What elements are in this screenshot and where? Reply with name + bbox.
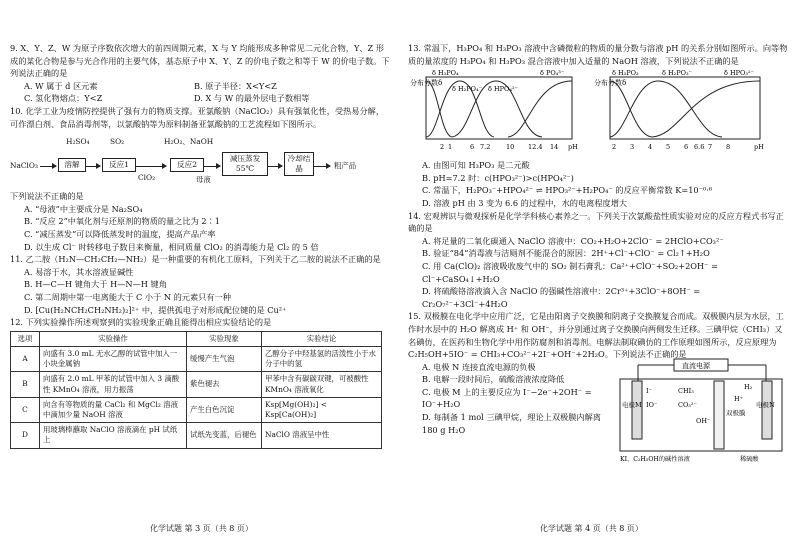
plot2-label-h2po3: δ H₂PO₃⁻	[662, 69, 692, 78]
table-cell: 试纸先变蓝，后褪色	[187, 423, 262, 448]
q12-header: 选项	[11, 331, 40, 346]
flow-box-dissolve: 溶解	[58, 158, 86, 172]
plot1-tick: 1	[448, 143, 453, 152]
q11-option-b: B. H—C—H 键角大于 H—N—H 键角	[24, 279, 167, 290]
plot2-xlabel: pH	[754, 143, 764, 152]
q13-plots	[408, 69, 788, 155]
q12-row-b	[11, 372, 382, 397]
plot2-tick: 2	[612, 143, 617, 152]
q9-options-row2	[24, 92, 390, 105]
plot2-tick: 5	[666, 143, 671, 152]
table-cell: B	[11, 372, 40, 397]
cell-tank	[620, 379, 782, 451]
species-h2: H₂	[744, 382, 753, 391]
q9-stem: 9. X、Y、Z、W 为原子序数依次增大的前四周期元素，X 与 Y 均能形成多种常见二元化合物，Y、Z 形成的某化合物是参与光合作用的主要气体，基态原子中 X、Y、Z 的价电子数之和等于 W 的价电子数。下列说法正确的是	[10, 43, 390, 79]
right-page	[408, 42, 788, 461]
q13-option-c: C. 常温下，H₂PO₃⁻+HPO₄²⁻ ⇌ HPO₃²⁻+H₂PO₄⁻ 的反应平衡常数 K=10⁻⁰·⁶	[422, 185, 713, 196]
flow-box-crystallize: 冷却结晶	[284, 152, 314, 176]
plot1-label-h2po4: δ H₂PO₄⁻	[452, 85, 482, 94]
plot1-tick: 7.2	[480, 143, 491, 152]
table-cell: D	[11, 423, 40, 448]
table-cell: Ksp[Mg(OH)₂] < Ksp[Ca(OH)₂]	[262, 397, 382, 422]
plot2-tick: 7	[708, 143, 713, 152]
left-page	[10, 42, 390, 449]
plot2-tick: 3	[630, 143, 635, 152]
plot2-label-h3po3: δ H₃PO₃	[612, 69, 639, 78]
q15-block	[408, 361, 788, 461]
plot1-tick: 14	[550, 143, 559, 152]
q12-stem: 12. 下列实验操作所述观察到的实验现象正确且能得出相应实验结论的是	[10, 317, 272, 328]
table-cell: NaClO 溶液呈中性	[262, 423, 382, 448]
flow-arrow	[40, 166, 56, 167]
species-oh: OH⁻	[696, 416, 711, 425]
q15-option-d: D. 每制备 1 mol 三碘甲烷，理论上双极膜内解离 180 g H₂O	[422, 412, 601, 435]
plot2-tick: 6.6	[694, 143, 705, 152]
plot1-ylabel: 分布分数δ	[410, 79, 443, 88]
table-cell: 向含有等物质的量 CaCl₂ 和 MgCl₂ 溶液中滴加少量 NaOH 溶液	[40, 397, 187, 422]
q11-option-c: C. 第二周期中第一电离能大于 C 小于 N 的元素只有一种	[24, 291, 231, 302]
plot-h3po3	[592, 69, 782, 155]
table-cell: C	[11, 397, 40, 422]
electrode-n	[762, 381, 772, 439]
q13-option-d: D. 溶液 pH 由 3 变为 6.6 的过程中，水的电离程度增大	[422, 197, 628, 208]
plot1-tick: 2	[440, 143, 445, 152]
table-cell: 乙醇分子中羟基氢的活泼性小于水分子中的氢	[262, 346, 382, 371]
q10-option-a: A. “母液”中主要成分是 Na₂SO₄	[24, 203, 143, 214]
species-i: I⁻	[646, 386, 652, 395]
q13-stem: 13. 常温下，H₃PO₄ 和 H₃PO₃ 溶液中含磷微粒的物质的量分数与溶液 pH 的关系分别如图所示。向等物质的量浓度的 H₃PO₄ 和 H₃PO₃ 混合溶液中加入适量的 NaOH 溶液，下列说法不正确的是	[408, 43, 788, 66]
q14-option-a: A. 将足量的二氧化碳通入 NaClO 溶液中：CO₂+H₂O+2ClO⁻ = 2HClO+CO₃²⁻	[422, 235, 724, 246]
q14-stem: 14. 宏观辨识与微观探析是化学学科核心素养之一。下列关于次氯酸盐性质实验对应的反应方程式书写正确的是	[408, 210, 784, 234]
species-io: IO⁻	[646, 400, 658, 409]
q12-header: 实验操作	[40, 331, 187, 346]
flow-input-so2: SO₂	[110, 137, 125, 147]
plot-h3po4	[408, 69, 588, 155]
species-co3: CO₃²⁻	[678, 400, 697, 409]
flow-arrow	[86, 166, 100, 167]
q9-options-row1	[24, 80, 390, 93]
q15-option-b: B. 电解一段时间后，硫酸溶液浓度降低	[422, 374, 565, 385]
q9-option-d: D. X 与 W 的最外层电子数相等	[194, 93, 310, 104]
q10-option-c: C. “减压蒸发”可以降低蒸发时的温度，提高产品产率	[24, 228, 216, 239]
q12-row-d	[11, 423, 382, 448]
table-cell: 产生白色沉淀	[187, 397, 262, 422]
table-cell: 向盛有 3.0 mL 无水乙醇的试管中加入一小块金属钠	[40, 346, 187, 371]
q10-lead: 下列说法不正确的是	[10, 191, 84, 202]
right-footer: 化学试题 第 4 页（共 8 页）	[540, 524, 643, 533]
q14-option-d: D. 将硫酸铬溶液滴入含 NaClO 的强碱性溶液中：2Cr³⁺+3ClO⁻+8OH⁻ = Cr₂O₇²⁻+3Cl⁻+4H₂O	[422, 286, 701, 309]
plot1-tick: 6	[470, 143, 475, 152]
flow-mother-liquor: 母液	[196, 175, 211, 185]
left-solution-label: KI、C₂H₅OH的碱性溶液	[620, 455, 690, 463]
q10-option-b: B. “反应 2”中氧化剂与还原剂的物质的量之比为 2∶1	[24, 216, 220, 227]
plot2-label-hpo3: δ HPO₃²⁻	[724, 69, 754, 78]
flow-box-reaction2: 反应2	[170, 158, 204, 172]
table-cell: 甲苯中含有碳碳双键，可被酸性 KMnO₄ 溶液氧化	[262, 372, 382, 397]
flow-mid-clo2: ClO₂	[138, 173, 156, 183]
flow-arrow	[204, 166, 220, 167]
electrode-m	[632, 381, 642, 439]
species-h: H⁺	[734, 394, 744, 403]
q12-header-row	[11, 331, 382, 346]
q14-option-c: C. 用 Ca(ClO)₂ 溶液吸收废气中的 SO₂ 制石膏乳：Ca²⁺+ClO⁻+SO₂+2OH⁻ = Cl⁻+CaSO₄↓+H₂O	[422, 260, 718, 284]
plot1-label-hpo4: δ HPO₄²⁻	[488, 85, 518, 94]
q12-row-c	[11, 397, 382, 422]
right-solution-label: 稀硫酸	[740, 455, 759, 463]
plot1-tick: 10	[506, 143, 515, 152]
flow-input-h2o2-naoh: H₂O₂、NaOH	[164, 137, 214, 147]
q11-option-a: A. 易溶于水，其水溶液显碱性	[24, 266, 134, 277]
q15-option-a: A. 电极 N 连接直流电源的负极	[422, 361, 536, 372]
q12-header: 实验结论	[262, 331, 382, 346]
table-cell: 缓慢产生气泡	[187, 346, 262, 371]
table-cell: 紫色褪去	[187, 372, 262, 397]
power-label: 直流电源	[682, 361, 710, 370]
plot2-tick: 6	[684, 143, 689, 152]
q9-option-a: A. W 属于 d 区元素	[24, 80, 98, 91]
table-cell: A	[11, 346, 40, 371]
q10-stem: 10. 化学工业为疫情防控提供了强有力的物质支撑。亚氯酸钠（NaClO₂）具有强氧化性，受热易分解，可作漂白剂、食品消毒剂等，以氯酸钠等为原料制备亚氯酸钠的工艺流程如下图所示。	[10, 105, 385, 129]
plot1-label-h3po4: δ H₃PO₄	[432, 69, 459, 78]
flow-end-product: 粗产品	[334, 161, 357, 171]
q10-flow-diagram	[10, 132, 390, 186]
plot2-ylabel: 分布分数δ	[594, 79, 627, 88]
electrode-m-label: 电极M	[622, 400, 642, 409]
flow-arrow	[136, 166, 166, 167]
membrane-label: 双极膜	[726, 408, 746, 417]
bipolar-membrane	[714, 381, 724, 449]
q13-option-a: A. 由图可知 H₃PO₃ 是二元酸	[422, 160, 530, 171]
electrolysis-cell-diagram	[616, 357, 786, 465]
left-footer: 化学试题 第 3 页（共 8 页）	[150, 524, 253, 533]
plot1-label-po4: δ PO₄³⁻	[540, 69, 565, 78]
flow-box-reaction1: 反应1	[102, 158, 136, 172]
flow-start: NaClO₃	[10, 161, 38, 171]
q13-option-b: B. pH=7.2 时：c(HPO₃²⁻)>c(HPO₄²⁻)	[422, 172, 574, 183]
electrode-n-label: 电极N	[756, 400, 775, 409]
q12-table	[10, 331, 382, 449]
species-chi3: CHI₃	[678, 386, 694, 395]
q15-option-c: C. 电极 M 上的主要反应为 I⁻−2e⁻+2OH⁻ = IO⁻+H₂O	[422, 386, 592, 410]
q9-option-c: C. 氢化物熔点：Y<Z	[24, 93, 103, 104]
table-cell: 向盛有 2.0 mL 甲苯的试管中加入 3 滴酸性 KMnO₄ 溶液，用力振荡	[40, 372, 187, 397]
flow-box-evaporate: 减压蒸发 55℃	[222, 152, 268, 176]
plot2-tick: 4	[648, 143, 653, 152]
plot2-frame	[610, 77, 760, 139]
curve-h3po4	[426, 81, 452, 137]
q14-option-b: B. 验证“84”消毒液与洁厕剂不能混合的原因：2H⁺+Cl⁻+ClO⁻ = Cl₂↑+H₂O	[422, 248, 710, 259]
q11-option-d: D. [Cu(H₂NCH₂CH₂NH₂)₂]²⁺ 中，提供孤电子对形成配位键的是 Cu²⁺	[24, 304, 287, 315]
table-cell: 用玻璃棒蘸取 NaClO 溶液滴在 pH 试纸上	[40, 423, 187, 448]
q10-option-d: D. 以生成 Cl⁻ 时转移电子数目来衡量，相同质量 ClO₂ 的消毒能力是 Cl₂ 的 5 倍	[24, 241, 319, 252]
curve-h2po3	[610, 81, 722, 137]
plot1-tick: 12.4	[528, 143, 543, 152]
q11-stem: 11. 乙二胺（H₂N—CH₂CH₂—NH₂）是一种重要的有机化工原料，下列关于乙二胺的说法不正确的是	[10, 254, 381, 265]
flow-arrow	[314, 166, 330, 167]
flow-arrow	[268, 166, 282, 167]
q15-stem: 15. 双极膜在电化学中应用广泛，它是由阳离子交换膜和阴离子交换膜复合而成。双极膜内层为水层，工作时水层中的 H₂O 解离成 H⁺ 和 OH⁻，并分别通过离子交换膜向两侧发生迁移。三碘甲烷（CHI₃）又名碘仿，在医药和生物化学中用作防腐剂和消毒剂。电解法制取碘仿的工作原理如图所示，反应原理为 C₂H₅OH+5IO⁻ = CHI₃+CO₃²⁻+2I⁻+OH⁻+2H₂O。下列说法不正确的是	[408, 311, 784, 360]
q15-options	[408, 361, 608, 437]
q12-row-a	[11, 346, 382, 371]
q9-option-b: B. 原子半径：X<Y<Z	[194, 80, 277, 91]
plot2-tick: 8	[726, 143, 731, 152]
flow-input-h2so4: H₂SO₄	[66, 137, 90, 147]
plot1-xlabel: pH	[568, 143, 578, 152]
q12-header: 实验现象	[187, 331, 262, 346]
